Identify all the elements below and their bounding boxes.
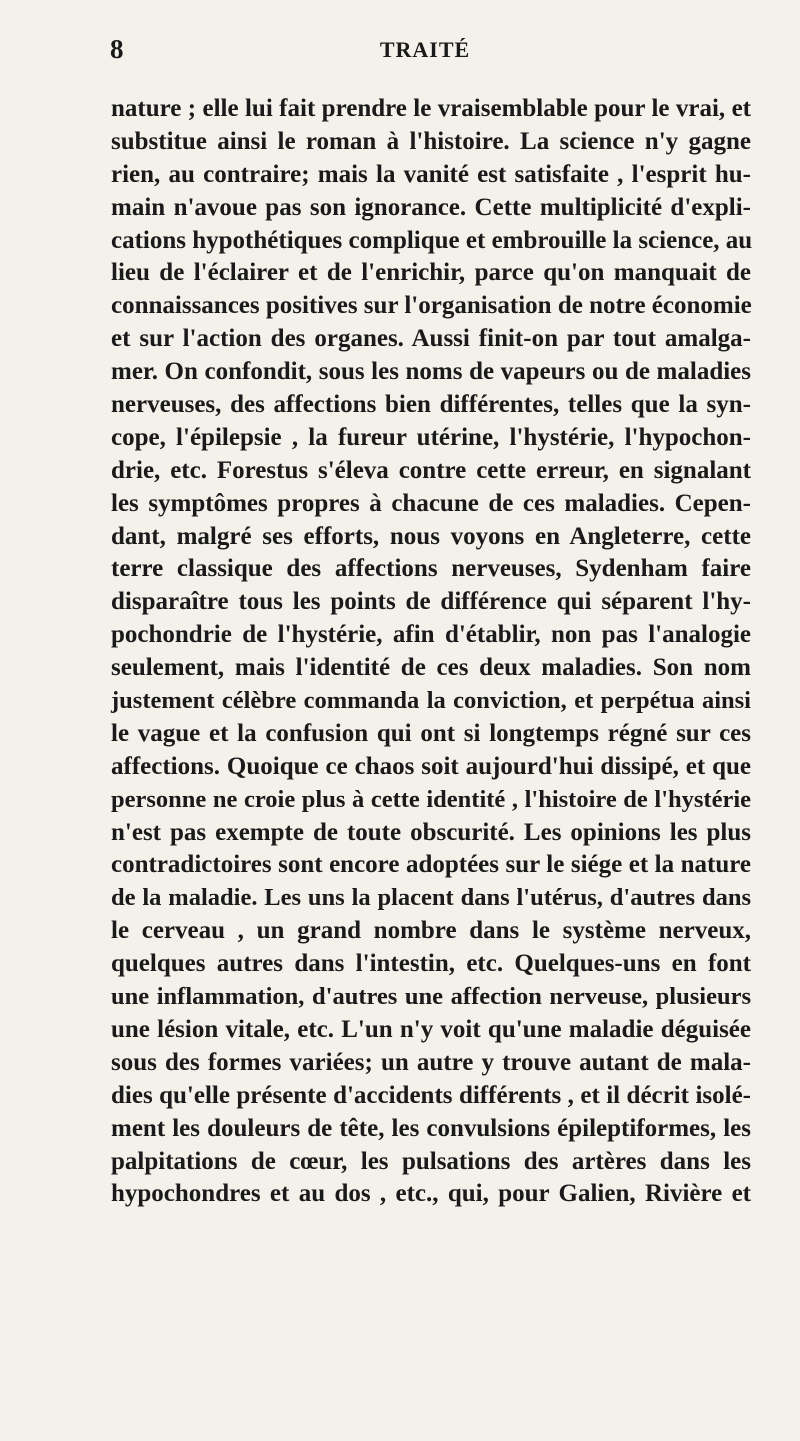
text-line: seulement, mais l'identité de ces deux maladies. Son nom <box>111 654 751 682</box>
text-line: et sur l'action des organes. Aussi finit-on par tout amalga- <box>111 325 751 353</box>
text-line: n'est pas exempte de toute obscurité. Les opinions les plus <box>111 818 751 846</box>
text-line: dant, malgré ses efforts, nous voyons en Angleterre, cette <box>111 522 751 550</box>
text-line: de la maladie. Les uns la placent dans l'utérus, d'autres dans <box>111 884 751 912</box>
text-line: les symptômes propres à chacune de ces maladies. Cepen- <box>111 489 751 517</box>
text-line: justement célèbre commanda la conviction, et perpétua ainsi <box>111 687 751 715</box>
text-line: mer. On confondit, sous les noms de vapeurs ou de maladies <box>111 358 751 386</box>
text-line: rien, au contraire; mais la vanité est satisfaite , l'esprit hu- <box>111 160 751 188</box>
text-line: personne ne croie plus à cette identité , l'histoire de l'hystérie <box>111 785 751 813</box>
body-text <box>111 93 751 1211</box>
page-header <box>110 34 710 74</box>
text-line: connaissances positives sur l'organisation de notre économie <box>111 292 752 320</box>
text-line: drie, etc. Forestus s'éleva contre cette erreur, en signalant <box>111 456 751 484</box>
page-number: 8 <box>110 34 124 64</box>
text-line: terre classique des affections nerveuses, Sydenham faire <box>111 555 751 583</box>
text-line: disparaître tous les points de différence qui séparent l'hy- <box>111 588 751 616</box>
text-line: ment les douleurs de tête, les convulsions épileptiformes, les <box>111 1114 751 1142</box>
running-title: TRAITÉ <box>379 37 471 62</box>
text-line: pochondrie de l'hystérie, afin d'établir, non pas l'analogie <box>111 621 751 649</box>
text-line: main n'avoue pas son ignorance. Cette multiplicité d'expli- <box>111 193 751 221</box>
text-line: une inflammation, d'autres une affection nerveuse, plusieurs <box>111 983 751 1011</box>
text-line: le cerveau , un grand nombre dans le système nerveux, <box>111 917 751 945</box>
text-line: nerveuses, des affections bien différentes, telles que la syn- <box>111 391 751 419</box>
text-line: quelques autres dans l'intestin, etc. Quelques-uns en font <box>111 950 751 978</box>
text-line: substitue ainsi le roman à l'histoire. La science n'y gagne <box>111 127 751 155</box>
text-line: lieu de l'éclairer et de l'enrichir, parce qu'on manquait de <box>111 259 751 287</box>
text-line: le vague et la confusion qui ont si longtemps régné sur ces <box>111 719 751 747</box>
text-line: palpitations de cœur, les pulsations des artères dans les <box>111 1147 751 1175</box>
text-line: contradictoires sont encore adoptées sur le siége et la nature <box>111 851 751 879</box>
text-line: dies qu'elle présente d'accidents différents , et il décrit isolé- <box>111 1081 751 1109</box>
text-line: hypochondres et au dos , etc., qui, pour Galien, Rivière et <box>111 1180 751 1208</box>
text-line: sous des formes variées; un autre y trouve autant de mala- <box>111 1048 751 1076</box>
text-line: affections. Quoique ce chaos soit aujourd'hui dissipé, et que <box>111 752 751 780</box>
text-line: cope, l'épilepsie , la fureur utérine, l'hystérie, l'hypochon- <box>111 423 751 451</box>
text-line: cations hypothétiques complique et embrouille la science, au <box>111 226 753 254</box>
text-line: une lésion vitale, etc. L'un n'y voit qu'une maladie déguisée <box>111 1015 751 1043</box>
text-line: nature ; elle lui fait prendre le vraisemblable pour le vrai, et <box>111 95 751 122</box>
